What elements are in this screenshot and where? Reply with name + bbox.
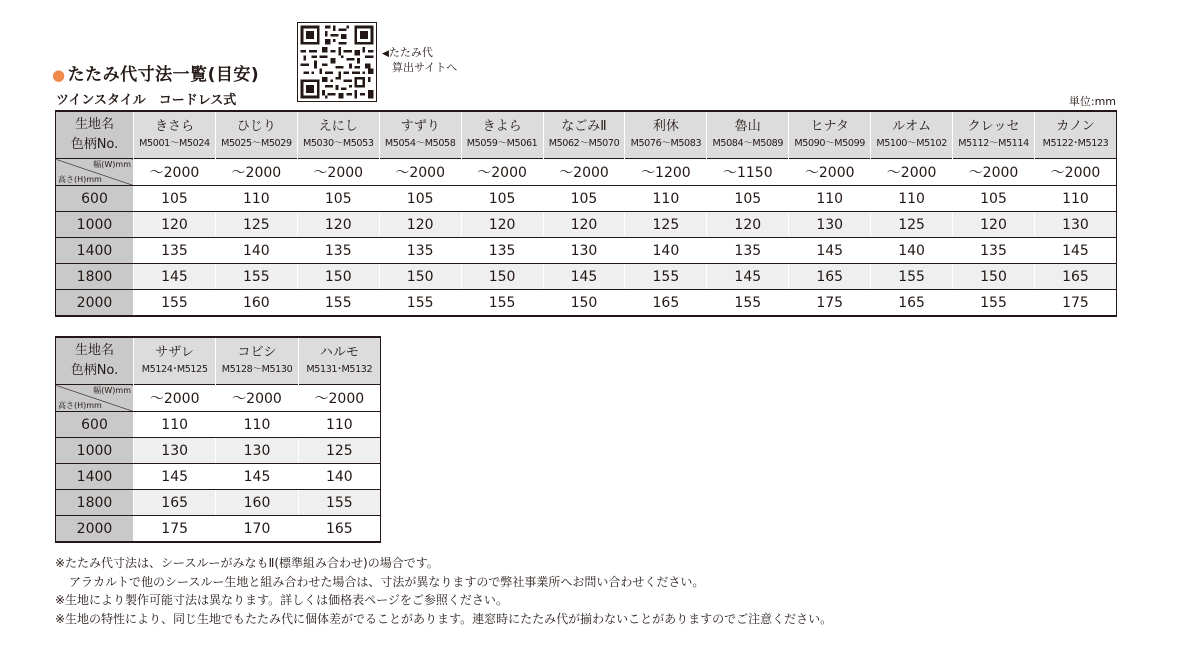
max-width-cell: ～2000	[297, 159, 379, 186]
fabric-column-header	[625, 111, 707, 159]
folding-size-cell: 130	[543, 238, 625, 264]
color-code-range: M5128～M5130	[221, 364, 293, 375]
folding-size-cell: 110	[216, 412, 298, 438]
fabric-header-cell	[56, 111, 134, 159]
fabric-name: コビシ	[237, 345, 277, 360]
height-cell: 600	[56, 186, 134, 212]
max-width-cell: ～2000	[379, 159, 461, 186]
folding-size-cell: 120	[543, 212, 625, 238]
max-width-cell: ～2000	[461, 159, 543, 186]
bullet-dot-icon: ●	[52, 66, 66, 84]
folding-size-cell: 130	[1034, 212, 1116, 238]
color-code-range: M5030～M5053	[302, 138, 374, 149]
folding-size-cell: 150	[953, 264, 1035, 290]
folding-size-cell: 145	[216, 464, 298, 490]
folding-size-cell: 135	[707, 238, 789, 264]
note-3: ※生地の特性により、同じ生地でもたたみ代に個体差がでることがあります。連窓時にたたみ代が揃わないことがありますのでご注意ください。	[55, 611, 833, 626]
fabric-name: えにし	[318, 119, 358, 134]
max-width-cell: ～2000	[789, 159, 871, 186]
folding-size-cell: 125	[871, 212, 953, 238]
folding-size-cell: 175	[789, 290, 871, 317]
fabric-name: サザレ	[155, 345, 195, 360]
color-code-range: M5090～M5099	[794, 138, 865, 149]
folding-size-cell: 105	[953, 186, 1035, 212]
folding-size-cell: 110	[625, 186, 707, 212]
folding-size-cell: 145	[134, 464, 216, 490]
fabric-name: ヒナタ	[810, 119, 849, 134]
folding-size-cell: 155	[707, 290, 789, 317]
height-axis-label: 高さ(H)mm	[58, 401, 102, 410]
fabric-name-label: 生地名	[74, 343, 114, 358]
height-cell: 600	[56, 412, 134, 438]
max-width-cell: ～2000	[216, 385, 298, 412]
fabric-column-header	[543, 111, 625, 159]
width-height-corner-cell	[56, 159, 134, 186]
folding-size-cell: 150	[297, 264, 379, 290]
folding-size-cell: 150	[461, 264, 543, 290]
folding-size-cell: 155	[379, 290, 461, 317]
color-code-range: M5054～M5058	[384, 138, 456, 149]
max-width-cell: ～2000	[215, 159, 297, 186]
folding-size-cell: 145	[134, 264, 216, 290]
fabric-name: きさら	[154, 119, 194, 134]
folding-size-cell: 110	[298, 412, 380, 438]
color-no-label: 色柄No.	[70, 137, 119, 152]
folding-size-cell: 125	[215, 212, 297, 238]
max-width-cell: ～1200	[625, 159, 707, 186]
folding-size-cell: 145	[1034, 238, 1116, 264]
folding-size-cell: 155	[871, 264, 953, 290]
color-code-range: M5122･M5123	[1042, 138, 1109, 149]
fabric-column-header	[134, 337, 216, 385]
folding-size-cell: 155	[298, 490, 380, 516]
fabric-column-header	[134, 111, 216, 159]
qr-note-line2: 算出サイトへ	[392, 61, 458, 74]
width-axis-label: 幅(W)mm	[93, 160, 131, 169]
table-row	[56, 516, 381, 543]
folding-size-cell: 135	[379, 238, 461, 264]
folding-size-cell: 135	[461, 238, 543, 264]
folding-size-cell: 120	[297, 212, 379, 238]
folding-size-cell: 155	[953, 290, 1035, 317]
header-row	[56, 337, 381, 385]
folding-size-cell: 110	[871, 186, 953, 212]
fabric-header-cell	[56, 337, 134, 385]
table-row	[56, 186, 1117, 212]
folding-size-cell: 135	[953, 238, 1035, 264]
fabric-name: なごみⅡ	[561, 119, 607, 134]
table-row	[56, 412, 381, 438]
folding-size-cell: 170	[216, 516, 298, 543]
fabric-column-header	[871, 111, 953, 159]
folding-size-cell: 120	[379, 212, 461, 238]
folding-size-cell: 105	[707, 186, 789, 212]
max-width-cell: ～2000	[134, 159, 216, 186]
color-code-range: M5059～M5061	[466, 138, 538, 149]
folding-size-cell: 135	[297, 238, 379, 264]
table-row	[56, 290, 1117, 317]
height-cell: 1800	[56, 264, 134, 290]
height-cell: 1400	[56, 464, 134, 490]
left-triangle-icon: ◀	[382, 49, 389, 59]
fabric-column-header	[215, 111, 297, 159]
fabric-column-header	[216, 337, 298, 385]
max-width-cell: ～1150	[707, 159, 789, 186]
folding-size-cell: 145	[789, 238, 871, 264]
unit-label: 単位:mm	[1068, 95, 1116, 108]
fabric-name: すずり	[400, 119, 440, 134]
max-width-cell: ～2000	[1034, 159, 1116, 186]
qr-code-graphic	[298, 23, 376, 101]
folding-size-cell: 110	[134, 412, 216, 438]
folding-size-cell: 155	[297, 290, 379, 317]
folding-size-cell: 130	[134, 438, 216, 464]
fabric-name-label: 生地名	[74, 117, 114, 132]
folding-size-cell: 120	[134, 212, 216, 238]
fabric-name: 魯山	[734, 119, 761, 134]
folding-size-cell: 140	[298, 464, 380, 490]
table-row	[56, 212, 1117, 238]
color-no-label: 色柄No.	[70, 363, 119, 378]
height-cell: 1000	[56, 438, 134, 464]
fabric-column-header	[789, 111, 871, 159]
folding-size-cell: 155	[461, 290, 543, 317]
folding-size-cell: 130	[216, 438, 298, 464]
folding-size-cell: 140	[215, 238, 297, 264]
folding-size-cell: 145	[543, 264, 625, 290]
fabric-name: 利休	[652, 119, 679, 134]
width-height-corner-cell	[56, 385, 134, 412]
color-code-range: M5001～M5024	[139, 138, 210, 149]
folding-size-cell: 160	[216, 490, 298, 516]
folding-size-cell: 165	[871, 290, 953, 317]
page-subtitle: ツインスタイル コードレス式	[56, 93, 237, 108]
folding-size-table-2	[55, 336, 381, 543]
folding-size-cell: 105	[379, 186, 461, 212]
width-row	[56, 159, 1117, 186]
page-title	[52, 60, 259, 85]
height-cell: 2000	[56, 516, 134, 543]
color-code-range: M5025～M5029	[221, 138, 292, 149]
fabric-column-header	[379, 111, 461, 159]
qr-code-icon[interactable]	[297, 22, 377, 102]
folding-size-cell: 110	[1034, 186, 1116, 212]
header-row	[56, 111, 1117, 159]
folding-size-cell: 150	[543, 290, 625, 317]
fabric-name: ルオム	[892, 119, 932, 134]
max-width-cell: ～2000	[871, 159, 953, 186]
fabric-column-header	[1034, 111, 1116, 159]
height-cell: 1000	[56, 212, 134, 238]
page-title-text: たたみ代寸法一覧(目安)	[67, 65, 260, 85]
height-cell: 1400	[56, 238, 134, 264]
folding-size-cell: 165	[789, 264, 871, 290]
height-axis-label: 高さ(H)mm	[58, 175, 102, 184]
folding-size-cell: 140	[625, 238, 707, 264]
fabric-name: ひじり	[236, 119, 276, 134]
fabric-name: ハルモ	[319, 345, 359, 360]
folding-size-cell: 130	[789, 212, 871, 238]
max-width-cell: ～2000	[134, 385, 216, 412]
width-row	[56, 385, 381, 412]
folding-size-cell: 155	[625, 264, 707, 290]
fabric-column-header	[707, 111, 789, 159]
fabric-column-header	[298, 337, 380, 385]
folding-size-cell: 135	[134, 238, 216, 264]
height-cell: 1800	[56, 490, 134, 516]
folding-size-cell: 110	[215, 186, 297, 212]
folding-size-cell: 105	[297, 186, 379, 212]
color-code-range: M5084～M5089	[712, 138, 784, 149]
folding-size-cell: 120	[953, 212, 1035, 238]
table-row	[56, 264, 1117, 290]
max-width-cell: ～2000	[953, 159, 1035, 186]
folding-size-cell: 165	[134, 490, 216, 516]
folding-size-cell: 125	[625, 212, 707, 238]
folding-size-cell: 165	[1034, 264, 1116, 290]
height-cell: 2000	[56, 290, 134, 317]
folding-size-cell: 155	[215, 264, 297, 290]
width-axis-label: 幅(W)mm	[93, 386, 131, 395]
color-code-range: M5100～M5102	[876, 138, 947, 149]
folding-size-cell: 105	[543, 186, 625, 212]
table-row	[56, 490, 381, 516]
note-2: ※生地により製作可能寸法は異なります。詳しくは価格表ページをご参照ください。	[55, 593, 508, 607]
color-code-range: M5124･M5125	[141, 364, 208, 375]
folding-size-table-1	[55, 110, 1117, 317]
table-row	[56, 464, 381, 490]
folding-size-cell: 120	[707, 212, 789, 238]
folding-size-cell: 155	[134, 290, 216, 317]
fabric-name: きよら	[482, 119, 522, 134]
folding-size-cell: 110	[789, 186, 871, 212]
folding-size-cell: 175	[1034, 290, 1116, 317]
fabric-column-header	[297, 111, 379, 159]
folding-size-cell: 145	[707, 264, 789, 290]
fabric-column-header	[953, 111, 1035, 159]
table-row	[56, 238, 1117, 264]
qr-note-line1: たたみ代	[388, 46, 433, 59]
folding-size-cell: 105	[134, 186, 216, 212]
color-code-range: M5112～M5114	[958, 138, 1029, 149]
fabric-column-header	[461, 111, 543, 159]
note-1-continued: アラカルトで他のシースルー生地と組み合わせた場合は、寸法が異なりますので弊社事業所へお問い合わせください。	[69, 574, 705, 589]
folding-size-cell: 125	[298, 438, 380, 464]
fabric-name: カノン	[1056, 119, 1095, 134]
notes	[55, 554, 832, 628]
folding-size-cell: 165	[298, 516, 380, 543]
color-code-range: M5076～M5083	[630, 138, 702, 149]
folding-size-cell: 165	[625, 290, 707, 317]
max-width-cell: ～2000	[543, 159, 625, 186]
qr-note[interactable]	[382, 46, 457, 75]
folding-size-cell: 150	[379, 264, 461, 290]
folding-size-cell: 160	[215, 290, 297, 317]
folding-size-cell: 175	[134, 516, 216, 543]
max-width-cell: ～2000	[298, 385, 380, 412]
fabric-name: クレッセ	[967, 119, 1020, 134]
note-1: ※たたみ代寸法は、シースルーがみなもⅡ(標準組み合わせ)の場合です。	[55, 556, 439, 570]
color-code-range: M5131･M5132	[306, 364, 373, 375]
folding-size-cell: 120	[461, 212, 543, 238]
table-row	[56, 438, 381, 464]
color-code-range: M5062～M5070	[548, 138, 620, 149]
folding-size-cell: 140	[871, 238, 953, 264]
folding-size-cell: 105	[461, 186, 543, 212]
